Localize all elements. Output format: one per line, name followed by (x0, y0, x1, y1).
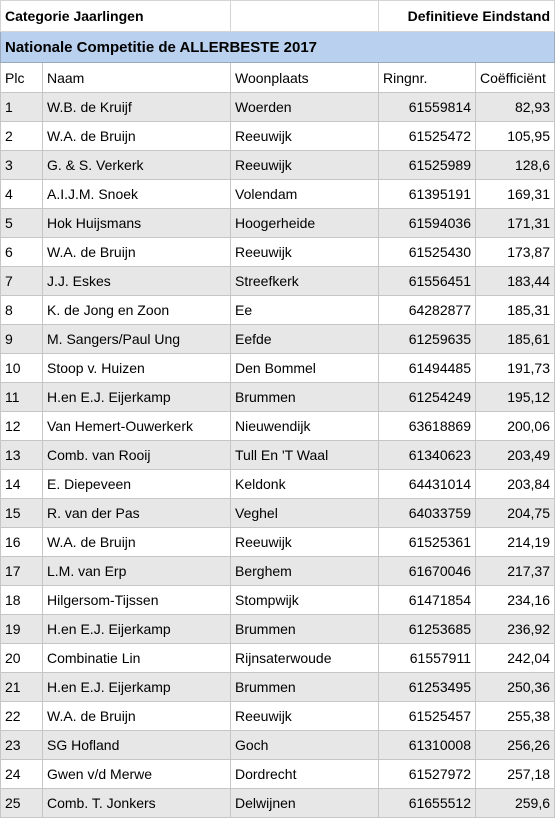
table-row (1, 383, 555, 412)
cell-naam: L.M. van Erp (43, 557, 231, 586)
table-row (1, 673, 555, 702)
cell-coefficient: 250,36 (476, 673, 555, 702)
cell-woonplaats: Goch (231, 731, 379, 760)
cell-coefficient: 105,95 (476, 122, 555, 151)
cell-ringnr: 61254249 (379, 383, 476, 412)
cell-plc: 16 (1, 528, 43, 557)
cell-naam: Hok Huijsmans (43, 209, 231, 238)
cell-coefficient: 171,31 (476, 209, 555, 238)
cell-woonplaats: Reeuwijk (231, 151, 379, 180)
cell-woonplaats: Streefkerk (231, 267, 379, 296)
cell-coefficient: 195,12 (476, 383, 555, 412)
cell-woonplaats: Eefde (231, 325, 379, 354)
cell-woonplaats: Berghem (231, 557, 379, 586)
cell-coefficient: 236,92 (476, 615, 555, 644)
cell-plc: 22 (1, 702, 43, 731)
table-row (1, 267, 555, 296)
cell-coefficient: 185,31 (476, 296, 555, 325)
cell-naam: Van Hemert-Ouwerkerk (43, 412, 231, 441)
category-title: Categorie Jaarlingen (1, 1, 231, 32)
cell-coefficient: 255,38 (476, 702, 555, 731)
table-row (1, 499, 555, 528)
cell-woonplaats: Brummen (231, 673, 379, 702)
table-row (1, 441, 555, 470)
cell-woonplaats: Dordrecht (231, 760, 379, 789)
column-header-coefficient: Coëfficiënt (476, 63, 555, 93)
cell-woonplaats: Veghel (231, 499, 379, 528)
cell-coefficient: 217,37 (476, 557, 555, 586)
banner-row (1, 32, 555, 63)
table-row (1, 354, 555, 383)
cell-plc: 6 (1, 238, 43, 267)
table-row (1, 122, 555, 151)
cell-naam: R. van der Pas (43, 499, 231, 528)
cell-ringnr: 61594036 (379, 209, 476, 238)
column-header-naam: Naam (43, 63, 231, 93)
cell-naam: H.en E.J. Eijerkamp (43, 615, 231, 644)
cell-woonplaats: Keldonk (231, 470, 379, 499)
cell-naam: W.A. de Bruijn (43, 528, 231, 557)
cell-woonplaats: Den Bommel (231, 354, 379, 383)
column-header-ringnr: Ringnr. (379, 63, 476, 93)
table-row (1, 151, 555, 180)
cell-ringnr: 61471854 (379, 586, 476, 615)
cell-coefficient: 191,73 (476, 354, 555, 383)
cell-ringnr: 61525430 (379, 238, 476, 267)
cell-plc: 14 (1, 470, 43, 499)
cell-woonplaats: Woerden (231, 93, 379, 122)
cell-naam: H.en E.J. Eijerkamp (43, 383, 231, 412)
cell-coefficient: 183,44 (476, 267, 555, 296)
cell-ringnr: 61527972 (379, 760, 476, 789)
cell-plc: 21 (1, 673, 43, 702)
cell-naam: Hilgersom-Tijssen (43, 586, 231, 615)
cell-coefficient: 185,61 (476, 325, 555, 354)
status-title: Definitieve Eindstand (379, 1, 555, 32)
cell-woonplaats: Delwijnen (231, 789, 379, 818)
competition-title: Nationale Competitie de ALLERBESTE 2017 (1, 32, 555, 63)
cell-ringnr: 61525989 (379, 151, 476, 180)
cell-woonplaats: Brummen (231, 615, 379, 644)
cell-ringnr: 64033759 (379, 499, 476, 528)
cell-coefficient: 203,49 (476, 441, 555, 470)
cell-plc: 12 (1, 412, 43, 441)
cell-naam: H.en E.J. Eijerkamp (43, 673, 231, 702)
table-row (1, 702, 555, 731)
cell-woonplaats: Reeuwijk (231, 122, 379, 151)
cell-woonplaats: Ee (231, 296, 379, 325)
column-header-row (1, 63, 555, 93)
table-row (1, 412, 555, 441)
column-header-woonplaats: Woonplaats (231, 63, 379, 93)
cell-plc: 1 (1, 93, 43, 122)
cell-naam: Comb. van Rooij (43, 441, 231, 470)
cell-plc: 9 (1, 325, 43, 354)
cell-plc: 10 (1, 354, 43, 383)
cell-naam: Stoop v. Huizen (43, 354, 231, 383)
cell-woonplaats: Rijnsaterwoude (231, 644, 379, 673)
table-row (1, 296, 555, 325)
cell-woonplaats: Stompwijk (231, 586, 379, 615)
cell-plc: 4 (1, 180, 43, 209)
cell-plc: 2 (1, 122, 43, 151)
cell-ringnr: 61310008 (379, 731, 476, 760)
table-row (1, 731, 555, 760)
cell-naam: M. Sangers/Paul Ung (43, 325, 231, 354)
cell-plc: 17 (1, 557, 43, 586)
cell-plc: 3 (1, 151, 43, 180)
table-row (1, 180, 555, 209)
cell-ringnr: 61525457 (379, 702, 476, 731)
cell-naam: E. Diepeveen (43, 470, 231, 499)
cell-ringnr: 61253495 (379, 673, 476, 702)
cell-coefficient: 82,93 (476, 93, 555, 122)
cell-coefficient: 203,84 (476, 470, 555, 499)
cell-coefficient: 173,87 (476, 238, 555, 267)
cell-plc: 13 (1, 441, 43, 470)
cell-ringnr: 64431014 (379, 470, 476, 499)
cell-plc: 7 (1, 267, 43, 296)
cell-woonplaats: Nieuwendijk (231, 412, 379, 441)
cell-ringnr: 61670046 (379, 557, 476, 586)
cell-coefficient: 204,75 (476, 499, 555, 528)
cell-plc: 20 (1, 644, 43, 673)
cell-coefficient: 200,06 (476, 412, 555, 441)
cell-woonplaats: Brummen (231, 383, 379, 412)
cell-coefficient: 128,6 (476, 151, 555, 180)
cell-ringnr: 61340623 (379, 441, 476, 470)
cell-ringnr: 63618869 (379, 412, 476, 441)
table-row (1, 209, 555, 238)
cell-ringnr: 61655512 (379, 789, 476, 818)
cell-woonplaats: Reeuwijk (231, 528, 379, 557)
cell-coefficient: 214,19 (476, 528, 555, 557)
cell-naam: W.A. de Bruijn (43, 238, 231, 267)
cell-ringnr: 61259635 (379, 325, 476, 354)
column-header-plc: Plc (1, 63, 43, 93)
cell-woonplaats: Hoogerheide (231, 209, 379, 238)
cell-naam: G. & S. Verkerk (43, 151, 231, 180)
cell-naam: A.I.J.M. Snoek (43, 180, 231, 209)
cell-ringnr: 64282877 (379, 296, 476, 325)
table-row (1, 470, 555, 499)
cell-ringnr: 61557911 (379, 644, 476, 673)
cell-plc: 19 (1, 615, 43, 644)
cell-woonplaats: Reeuwijk (231, 702, 379, 731)
table-row (1, 93, 555, 122)
table-row (1, 238, 555, 267)
cell-ringnr: 61525472 (379, 122, 476, 151)
cell-woonplaats: Reeuwijk (231, 238, 379, 267)
table-body (1, 93, 555, 818)
cell-naam: W.A. de Bruijn (43, 122, 231, 151)
cell-woonplaats: Volendam (231, 180, 379, 209)
cell-plc: 24 (1, 760, 43, 789)
cell-coefficient: 256,26 (476, 731, 555, 760)
cell-naam: W.B. de Kruijf (43, 93, 231, 122)
cell-naam: J.J. Eskes (43, 267, 231, 296)
title-row (1, 1, 555, 32)
cell-naam: Comb. T. Jonkers (43, 789, 231, 818)
cell-coefficient: 242,04 (476, 644, 555, 673)
table-row (1, 760, 555, 789)
table-row (1, 644, 555, 673)
table-row (1, 557, 555, 586)
table-row (1, 528, 555, 557)
cell-coefficient: 234,16 (476, 586, 555, 615)
cell-ringnr: 61395191 (379, 180, 476, 209)
cell-plc: 15 (1, 499, 43, 528)
cell-plc: 11 (1, 383, 43, 412)
cell-ringnr: 61253685 (379, 615, 476, 644)
cell-naam: Gwen v/d Merwe (43, 760, 231, 789)
cell-ringnr: 61525361 (379, 528, 476, 557)
cell-ringnr: 61556451 (379, 267, 476, 296)
empty-cell (231, 1, 379, 32)
cell-woonplaats: Tull En 'T Waal (231, 441, 379, 470)
cell-plc: 8 (1, 296, 43, 325)
cell-coefficient: 169,31 (476, 180, 555, 209)
cell-naam: SG Hofland (43, 731, 231, 760)
cell-ringnr: 61559814 (379, 93, 476, 122)
cell-naam: K. de Jong en Zoon (43, 296, 231, 325)
table-row (1, 325, 555, 354)
table-row (1, 789, 555, 818)
cell-plc: 5 (1, 209, 43, 238)
cell-coefficient: 259,6 (476, 789, 555, 818)
cell-coefficient: 257,18 (476, 760, 555, 789)
cell-plc: 25 (1, 789, 43, 818)
cell-plc: 23 (1, 731, 43, 760)
cell-naam: Combinatie Lin (43, 644, 231, 673)
table-row (1, 586, 555, 615)
cell-ringnr: 61494485 (379, 354, 476, 383)
cell-plc: 18 (1, 586, 43, 615)
cell-naam: W.A. de Bruijn (43, 702, 231, 731)
table-row (1, 615, 555, 644)
